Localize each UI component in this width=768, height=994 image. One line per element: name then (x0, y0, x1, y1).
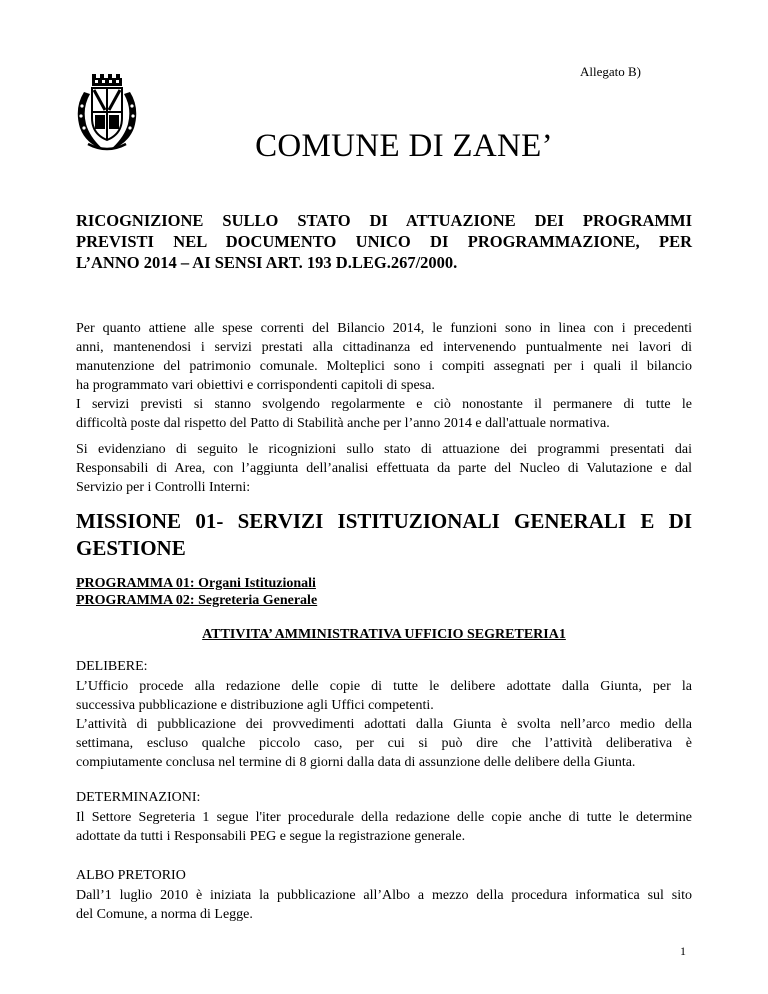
heading-line-2: PREVISTI NEL DOCUMENTO UNICO DI PROGRAMMAZIONE, PER (76, 232, 692, 251)
programmi-list (76, 575, 317, 609)
intro-line: I servizi previsti si stanno svolgendo regolarmente e ciò nonostante il permanere di tutte le (76, 397, 692, 412)
albo-line: del Comune, a norma di Legge. (76, 907, 253, 922)
evidenze-line: Responsabili di Area, con l’aggiunta dell’analisi effettuata da parte del Nucleo di Valutazione e dal (76, 461, 692, 476)
albo-line: Dall’1 luglio 2010 è iniziata la pubblicazione all’Albo a mezzo della procedura informatica sul sito (76, 888, 692, 903)
page-number: 1 (680, 944, 686, 958)
programma-01: PROGRAMMA 01: Organi Istituzionali (76, 576, 316, 591)
missione-line-2: GESTIONE (76, 536, 186, 560)
missione-line-1: MISSIONE 01- SERVIZI ISTITUZIONALI GENERALI E DI (76, 509, 692, 533)
albo-label: ALBO PRETORIO (76, 868, 186, 883)
intro-line: ha programmato vari obiettivi e corrispondenti capitoli di spesa. (76, 378, 435, 393)
comune-title: COMUNE DI ZANE’ (255, 128, 553, 164)
intro-line: manutenzione del patrimonio comunale. Molteplici sono i compiti assegnati per i quali il bilancio (76, 359, 692, 374)
intro-line: difficoltà poste dal rispetto del Patto di Stabilità anche per l’anno 2014 e dall'attuale normativa. (76, 416, 610, 431)
allegato-label: Allegato B) (580, 64, 642, 79)
delibere-line: L’Ufficio procede alla redazione delle copie di tutte le delibere adottate dalla Giunta, per la (76, 679, 692, 694)
evidenze-paragraph (76, 440, 692, 497)
determinazioni-line: Il Settore Segreteria 1 segue l'iter procedurale della redazione delle copie anche di tutte le determine (76, 810, 692, 825)
heading-line-3: L’ANNO 2014 – AI SENSI ART. 193 D.LEG.267/2000. (76, 253, 458, 272)
missione-heading (76, 508, 692, 562)
delibere-line: successiva pubblicazione e distribuzione agli Uffici competenti. (76, 698, 434, 713)
heading-line-1: RICOGNIZIONE SULLO STATO DI ATTUAZIONE DEI PROGRAMMI (76, 211, 692, 230)
delibere-line: L’attività di pubblicazione dei provvedimenti adottati dalla Giunta è svolta nell’arco medio della (76, 717, 692, 732)
intro-line: Per quanto attiene alle spese correnti del Bilancio 2014, le funzioni sono in linea con i precedenti (76, 321, 692, 336)
delibere-line: compiutamente conclusa nel termine di 8 giorni dalla data di assunzione delle delibere della Giunta. (76, 755, 636, 770)
attivita-title: ATTIVITA’ AMMINISTRATIVA UFFICIO SEGRETERIA1 (202, 627, 566, 642)
determinazioni-line: adottate da tutti i Responsabili PEG e segue la registrazione generale. (76, 829, 466, 844)
delibere-line: settimana, escluso qualche piccolo caso, per cui si può dire che l’attività deliberativa è (76, 736, 692, 751)
evidenze-line: Servizio per i Controlli Interni: (76, 480, 251, 495)
evidenze-line: Si evidenziano di seguito le ricognizioni sullo stato di attuazione dei programmi presentati dai (76, 442, 692, 457)
determinazioni-paragraph (76, 808, 692, 846)
programma-02: PROGRAMMA 02: Segreteria Generale (76, 593, 318, 608)
intro-line: anni, mantenendosi i servizi prestati alla cittadinanza ed intervenendo puntualmente nei lavori di (76, 340, 692, 355)
intro-paragraph (76, 319, 692, 433)
delibere-paragraph (76, 677, 692, 772)
document-heading (76, 210, 692, 273)
determinazioni-label: DETERMINAZIONI: (76, 790, 201, 805)
delibere-label: DELIBERE: (76, 659, 148, 674)
albo-paragraph (76, 886, 692, 924)
